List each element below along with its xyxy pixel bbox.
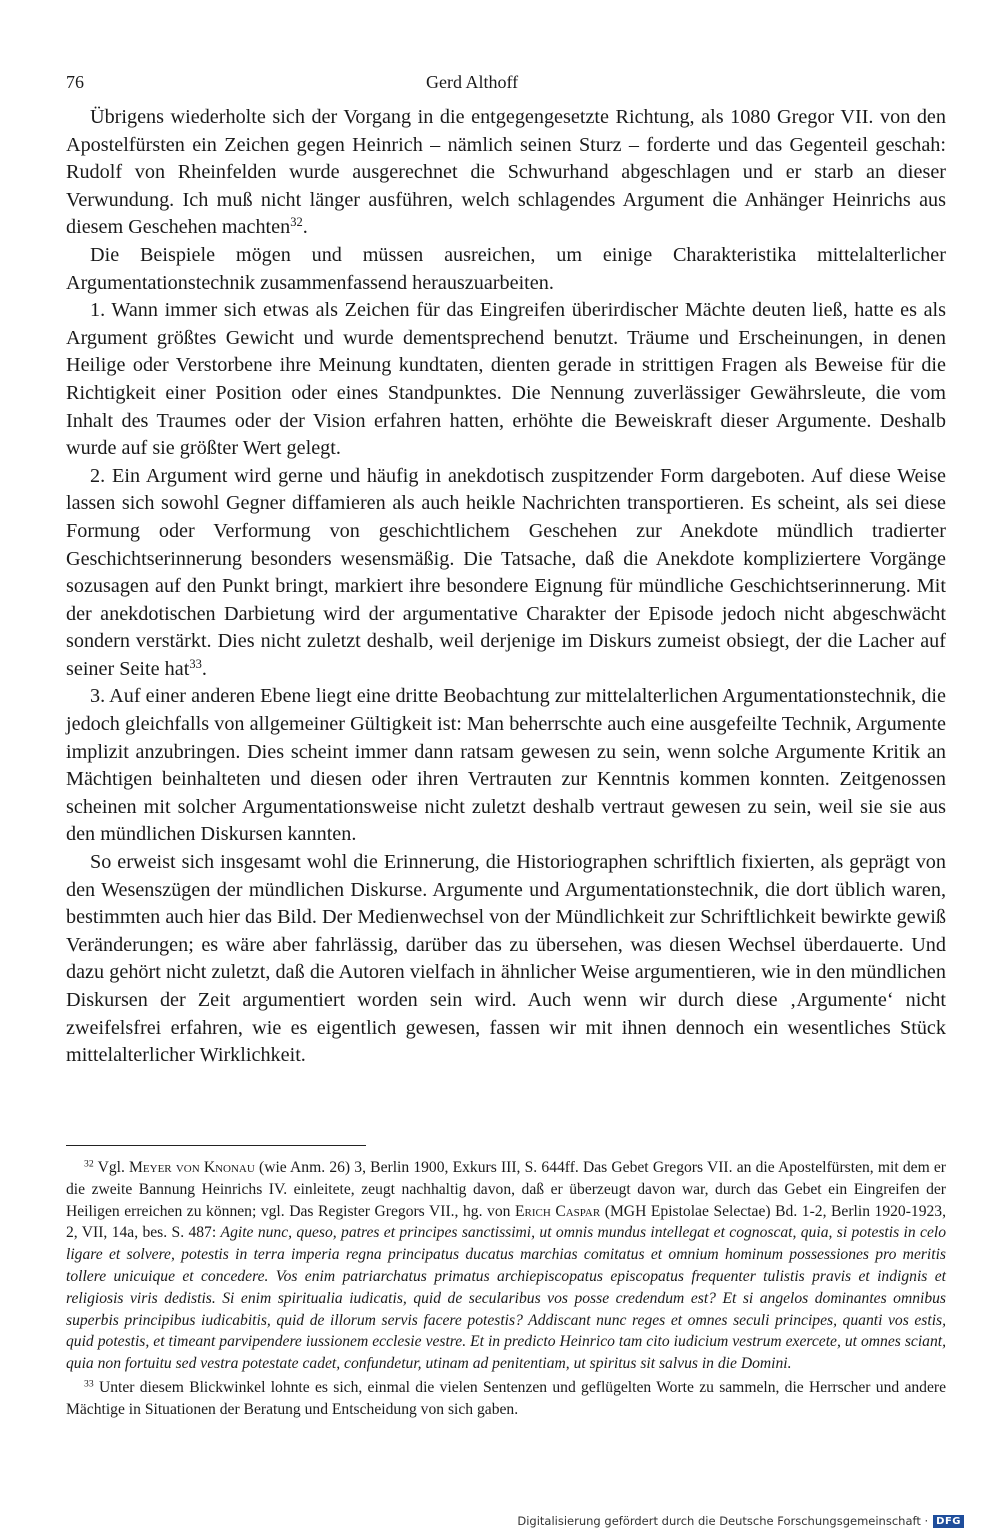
- footnote-separator: [66, 1145, 366, 1146]
- footnote-number: 33: [84, 1378, 94, 1390]
- page-header: [66, 72, 946, 98]
- paragraph: So erweist sich insgesamt wohl die Erinnerung, die Historiographen schriftlich fixierten, als geprägt von den Wesenszügen der mündlichen Diskurse. Argumente und Argumentationstechnik, die dort üblich waren, bestimmten auch hier das Bild. Der Medienwechsel von der Mündlichkeit zur Schriftlichkeit bewirkte gewiß Veränderungen; es wäre aber fahrlässig, darüber das zu übersehen, was diesen Wechsel überdauerte. Und dazu gehört nicht zuletzt, daß die Autoren vielfach in ähnlicher Weise argumentieren, wie in den mündlichen Diskursen der Zeit argumentiert worden sein wird. Auch wenn wir durch diese ‚Argumente‘ nicht zweifelsfrei erfahren, wie es eigentlich gewesen, fassen wir mit ihnen dennoch ein wesentliches Stück mittelalterlicher Wirklichkeit.: [66, 851, 946, 1067]
- page-number: 76: [66, 72, 84, 92]
- paragraph: 1. Wann immer sich etwas als Zeichen für das Eingreifen überirdischer Mächte deuten ließ, hatte es als Argument größtes Gewicht und wurde dementsprechend benutzt. Träume und Erscheinungen, in denen Heilige oder Verstorbene ihre Meinung kundtaten, dienten gerade in strittigen Fragen als Beweise für die Richtigkeit einer Position oder eines Standpunktes. Die Nennung zuverlässiger Gewährsleute, die vom Inhalt des Traumes oder der Vision erfahren hatten, erhöhte die Beweiskraft dieser Argumente. Deshalb wurde auf sie größter Wert gelegt.: [66, 299, 946, 460]
- latin-quotation: Agite nunc, queso, patres et principes sanctissimi, ut omnis mundus intellegat et cognoscat, quia, si potestis in celo ligare et solvere, potestis in terra imperia regna principatus ducatus marchias comitatus et omnium hominum possessiones pro meritis tollere unicuique et concedere. Vos enim patriarchatus primatus archiepiscopatus episcopatus frequenter tulistis pravis et indignis et religiosis viris dedistis. Si enim spiritualia iudicatis, quid de secularibus vos posse credendum est? Et si angelos dominantes omnibus superbis principibus iudicabitis, quid de illorum servis facere potestis? Addiscant nunc reges et omnes seculi principes, quanti vos estis, quid potestis, et timeant parvipendere iussionem ecclesie vestre. Et in predicto Heinrico tam cito iudicium vestrum exercete, ut omnes sciant, quia non fortuitu sed vestra potestate cadet, confundetur, utinam ad penitentiam, ut spiritus sit salvus in die Domini.: [66, 1224, 946, 1373]
- paragraph: Die Beispiele mögen und müssen ausreichen, um einige Charakteristika mittelalterlicher Argumentationstechnik zusammenfassend herauszuarbeiten.: [66, 243, 946, 294]
- body-text: [66, 104, 946, 1070]
- footnotes: [66, 1157, 946, 1421]
- footnote-reference[interactable]: 32: [290, 215, 303, 230]
- digitization-text: Digitalisierung gefördert durch die Deutsche Forschungsgemeinschaft ·: [517, 1514, 929, 1528]
- paragraph: 3. Auf einer anderen Ebene liegt eine dritte Beobachtung zur mittelalterlichen Argumentationstechnik, die jedoch gleichfalls von allgemeiner Gültigkeit ist: Man beherrschte auch eine ausgefeilte Technik, Argumente implizit anzubringen. Dies scheint immer dann ratsam gewesen zu sein, wenn solche Argumente Kritik an Mächtigen beinhalteten und diesen oder ihren Vertrauten zur Kenntnis kommen konnten. Zeitgenossen scheinen mit solcher Argumentationsweise nicht zuletzt deshalb vertraut gewesen zu sein, weil sie sie aus den mündlichen Diskursen kannten.: [66, 685, 946, 846]
- running-head: Gerd Althoff: [426, 72, 519, 92]
- footnote-reference[interactable]: 33: [189, 657, 202, 671]
- footnote-32: $^{32}$ Vgl. Meyer von Knonau (wie Anm. 26) 3, Berlin 1900, Exkurs III, S. 644ff. Das Gebet Gregors VII. an die Apostelfürsten, mit dem er die zweite Bannung Heinrichs IV. einleitete, zeugt nachhaltig davon, daß er überzeugt davon war, durch das Gebet ein Eingreifen der Heiligen erreichen zu können; vgl. Das Register Gregors VII., hg. von Erich Caspar (MGH Epistolae Selectae) Bd. 1-2, Berlin 1920-1923, 2, VII, 14a, bes. S. 487: Agite nunc, queso, patres et principes sanctissimi, ut omnis mundus intellegat et cognoscat, quia, si potestis in celo ligare et solvere, potestis in terra imperia regna principatus ducatus marchias comitatus et omnium hominum possessiones pro meritis tollere unicuique et concedere. Vos enim patriarchatus primatus archiepiscopatus episcopatus frequenter tulistis pravis et indignis et religiosis viris dedistis. Si enim spiritualia iudicatis, quid de secularibus vos posse credendum est? Et si angelos dominantes omnibus superbis principibus iudicabitis, quid de illorum servis facere potestis? Addiscant nunc reges et omnes seculi principes, quanti vos estis, quid potestis, et timeant parvipendere iussionem ecclesie vestre. Et in predicto Heinrico tam cito iudicium vestrum exercete, ut omnes sciant, quia non fortuitu sed vestra potestate cadet, confundetur, utinam ad penitentiam, ut spiritus sit salvus in die Domini.: [66, 1158, 946, 1373]
- author-name: Erich Caspar: [514, 1202, 601, 1220]
- paragraph: Übrigens wiederholte sich der Vorgang in die entgegengesetzte Richtung, als 1080 Gregor VII. von den Apostelfürsten ein Zeichen gegen Heinrich – nämlich seinen Sturz – forderte und das Gegenteil geschah: Rudolf von Rheinfelden wurde ausgerechnet die Schwurhand abgeschlagen und er starb an dieser Verwundung. Ich muß nicht länger ausführen, welch schlagendes Argument die Anhänger Heinrichs aus diesem Geschehen machten$^{32}$.: [66, 106, 946, 239]
- dfg-logo-icon: DFG: [933, 1515, 964, 1528]
- author-name: Meyer von Knonau: [129, 1159, 255, 1176]
- paragraph: 2. Ein Argument wird gerne und häufig in anekdotisch zuspitzender Form dargeboten. Auf diese Weise lassen sich sowohl Gegner diffamieren als auch heikle Nachrichten transportieren. Es scheint, als sei diese Formung oder Verformung von geschichtlichem Geschehen zur Anekdote mündlich tradierter Geschichtserinnerung besonders wesensmäßig. Die Tatsache, daß die Anekdote kompliziertere Vorgänge sozusagen auf den Punkt bringt, markiert ihre besondere Eignung für mündliche Geschichtserinnerung. Mit der anekdotischen Darbietung wird der argumentative Charakter der Episode jedoch nicht abgeschwächt sondern verstärkt. Dies nicht zuletzt deshalb, weil derjenige im Diskurs zumeist obsiegt, der die Lacher auf seiner Seite hat$^{33}$.: [66, 464, 946, 680]
- footnote-33: $^{33}$ Unter diesem Blickwinkel lohnte es sich, einmal die vielen Sentenzen und geflügelten Worte zu sammeln, die Herrscher und andere Mächtige in Situationen der Beratung und Entscheidung von sich gaben.: [66, 1378, 946, 1418]
- footnote-number: 32: [84, 1158, 94, 1170]
- digitization-notice: [517, 1514, 964, 1528]
